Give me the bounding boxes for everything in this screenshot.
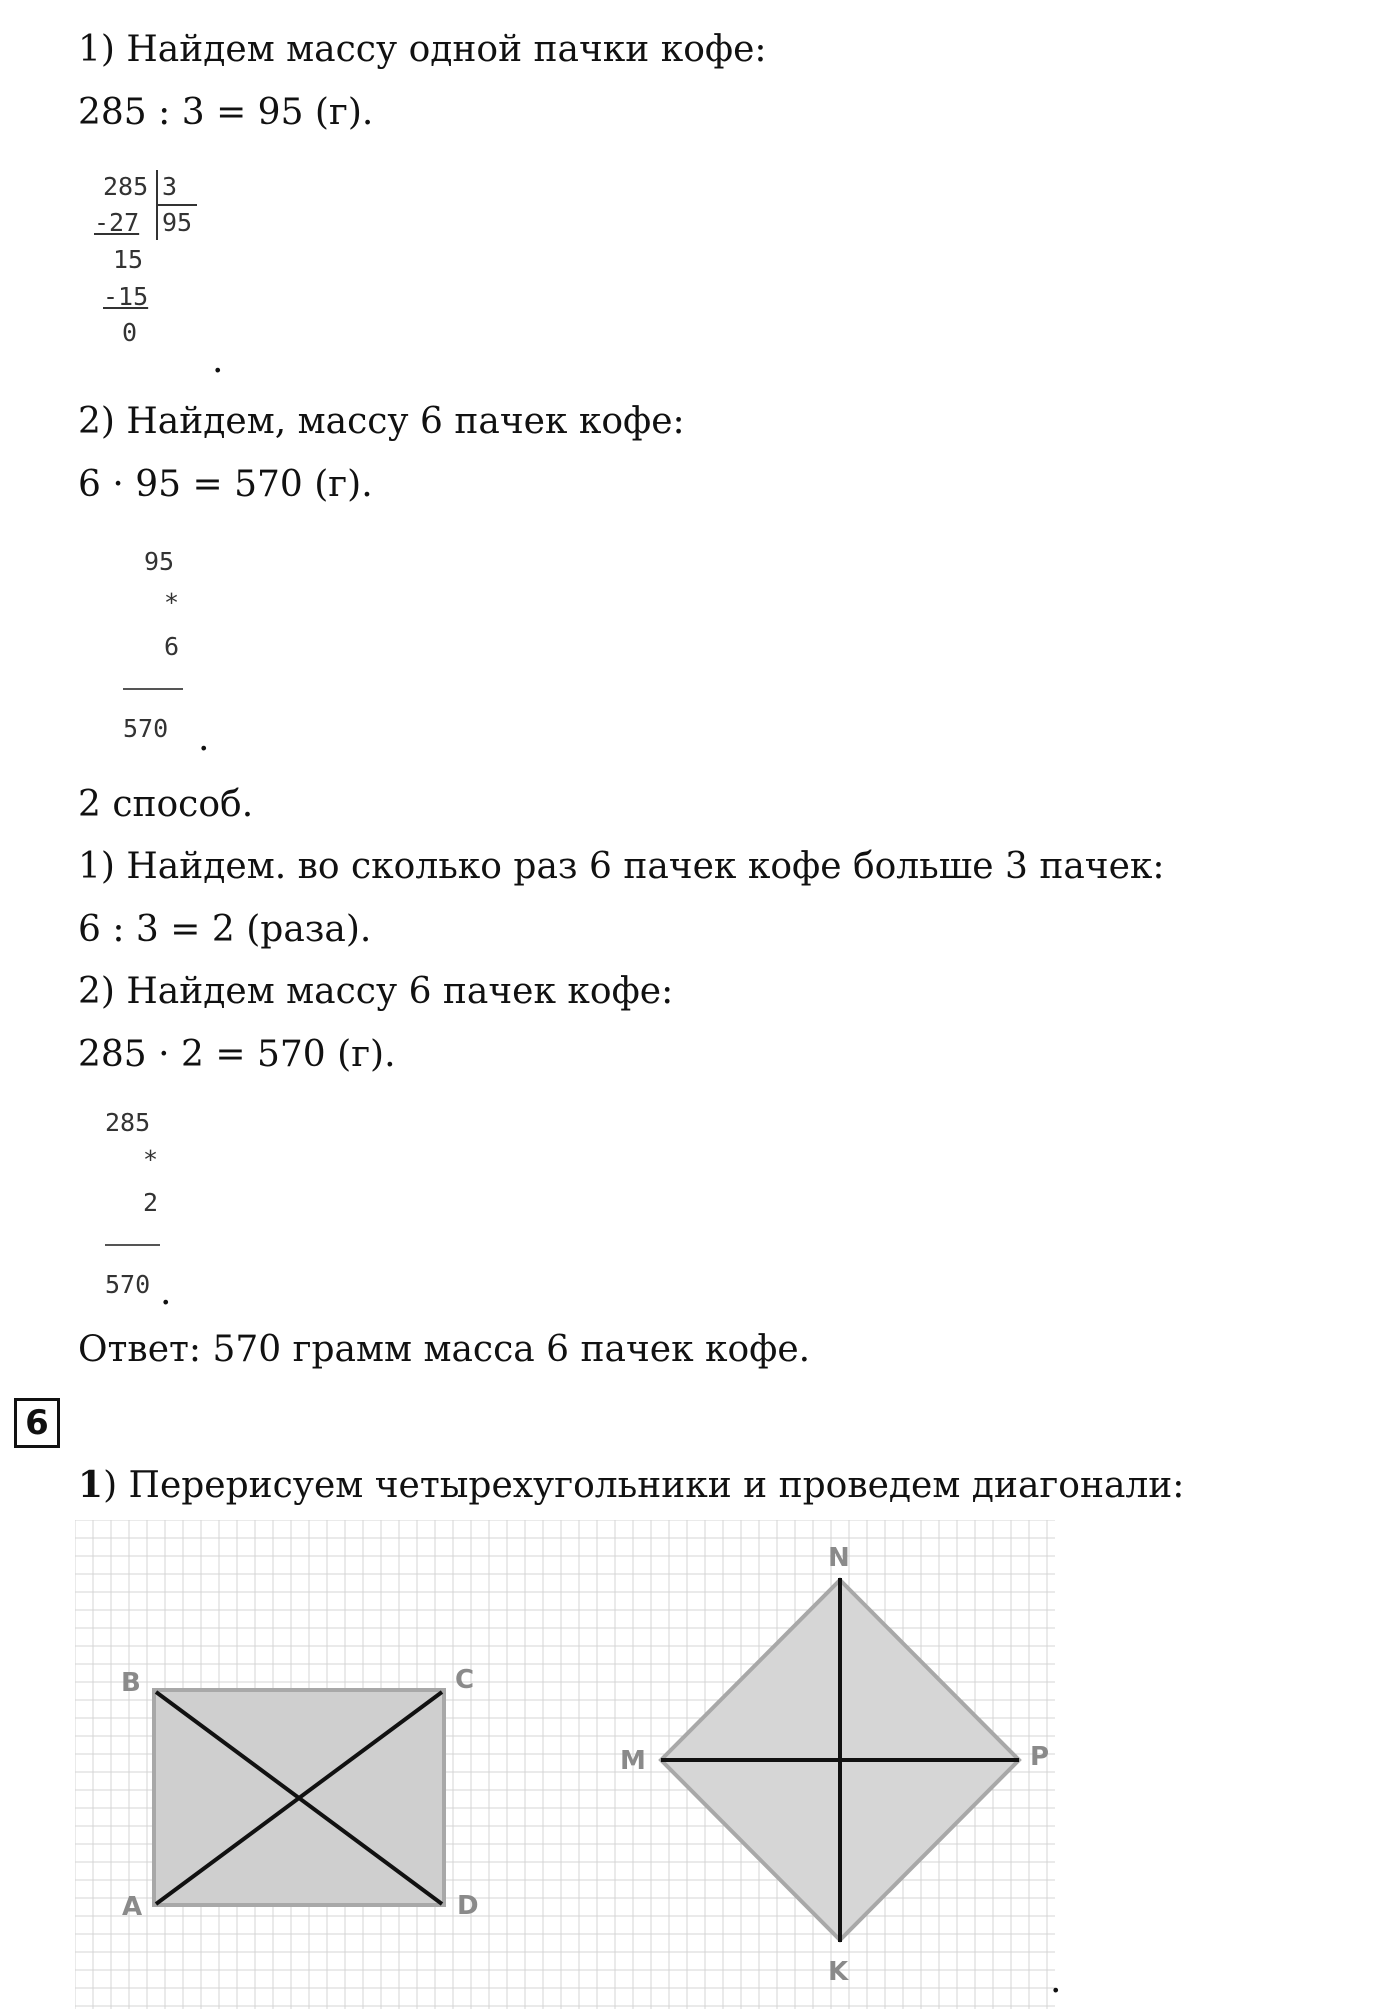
- task-number-box: 6: [14, 1398, 60, 1448]
- vertex-label-p: P: [1030, 1742, 1050, 1772]
- task6-step-title: [78, 1463, 1184, 1508]
- period: .: [212, 340, 224, 381]
- step2-equation: 6 · 95 = 570 (г).: [78, 464, 373, 505]
- period: .: [198, 718, 210, 759]
- method2-title: 2 способ.: [78, 784, 254, 825]
- mult2-multiplicand: 285: [105, 1108, 151, 1137]
- mult2-operator: *: [143, 1145, 159, 1174]
- mult1-line: [123, 688, 183, 690]
- division-subtract-1: -27: [94, 208, 140, 237]
- vertex-label-k: K: [828, 1957, 849, 1987]
- rectangle-abcd: [121, 1665, 479, 1922]
- vertex-label-m: M: [620, 1746, 646, 1776]
- task6-step-number: 1: [78, 1464, 104, 1506]
- vertex-label-n: N: [828, 1543, 850, 1573]
- quadrilaterals-figure: [75, 1520, 1065, 2009]
- step1-equation: 285 : 3 = 95 (г).: [78, 92, 374, 133]
- mult1-multiplier: 6: [164, 632, 180, 661]
- vertex-label-a: A: [122, 1892, 143, 1922]
- answer: Ответ: 570 грамм масса 6 пачек кофе.: [78, 1329, 811, 1370]
- division-subtract-2: -15: [103, 282, 149, 311]
- division-remainder-2: 0: [122, 318, 138, 347]
- mult1-operator: *: [164, 588, 180, 617]
- period: .: [1050, 1960, 1062, 2001]
- mult1-multiplicand: 95: [144, 547, 175, 576]
- mult2-line: [105, 1244, 160, 1246]
- method2-step1-title: 1) Найдем. во сколько раз 6 пачек кофе больше 3 пачек:: [78, 846, 1165, 887]
- vertex-label-c: C: [455, 1665, 475, 1695]
- step2-title: 2) Найдем, массу 6 пачек кофе:: [78, 401, 685, 442]
- period: .: [160, 1272, 172, 1313]
- division-quotient: 95: [162, 208, 193, 237]
- division-horizontal-bar: [157, 204, 197, 206]
- mult1-result: 570: [123, 714, 169, 743]
- division-divisor: 3: [162, 172, 178, 201]
- method2-step2-title: 2) Найдем массу 6 пачек кофе:: [78, 971, 674, 1012]
- division-remainder-1: 15: [113, 245, 144, 274]
- vertex-label-d: D: [457, 1891, 479, 1921]
- mult2-multiplier: 2: [143, 1188, 159, 1217]
- task6-step-text: ) Перерисуем четырехугольники и проведем диагонали:: [103, 1465, 1185, 1506]
- division-dividend: 285: [103, 172, 149, 201]
- step1-title: 1) Найдем массу одной пачки кофе:: [78, 29, 767, 70]
- vertex-label-b: B: [121, 1668, 141, 1698]
- mult2-result: 570: [105, 1270, 151, 1299]
- method2-step1-equation: 6 : 3 = 2 (раза).: [78, 909, 372, 950]
- method2-step2-equation: 285 · 2 = 570 (г).: [78, 1034, 396, 1075]
